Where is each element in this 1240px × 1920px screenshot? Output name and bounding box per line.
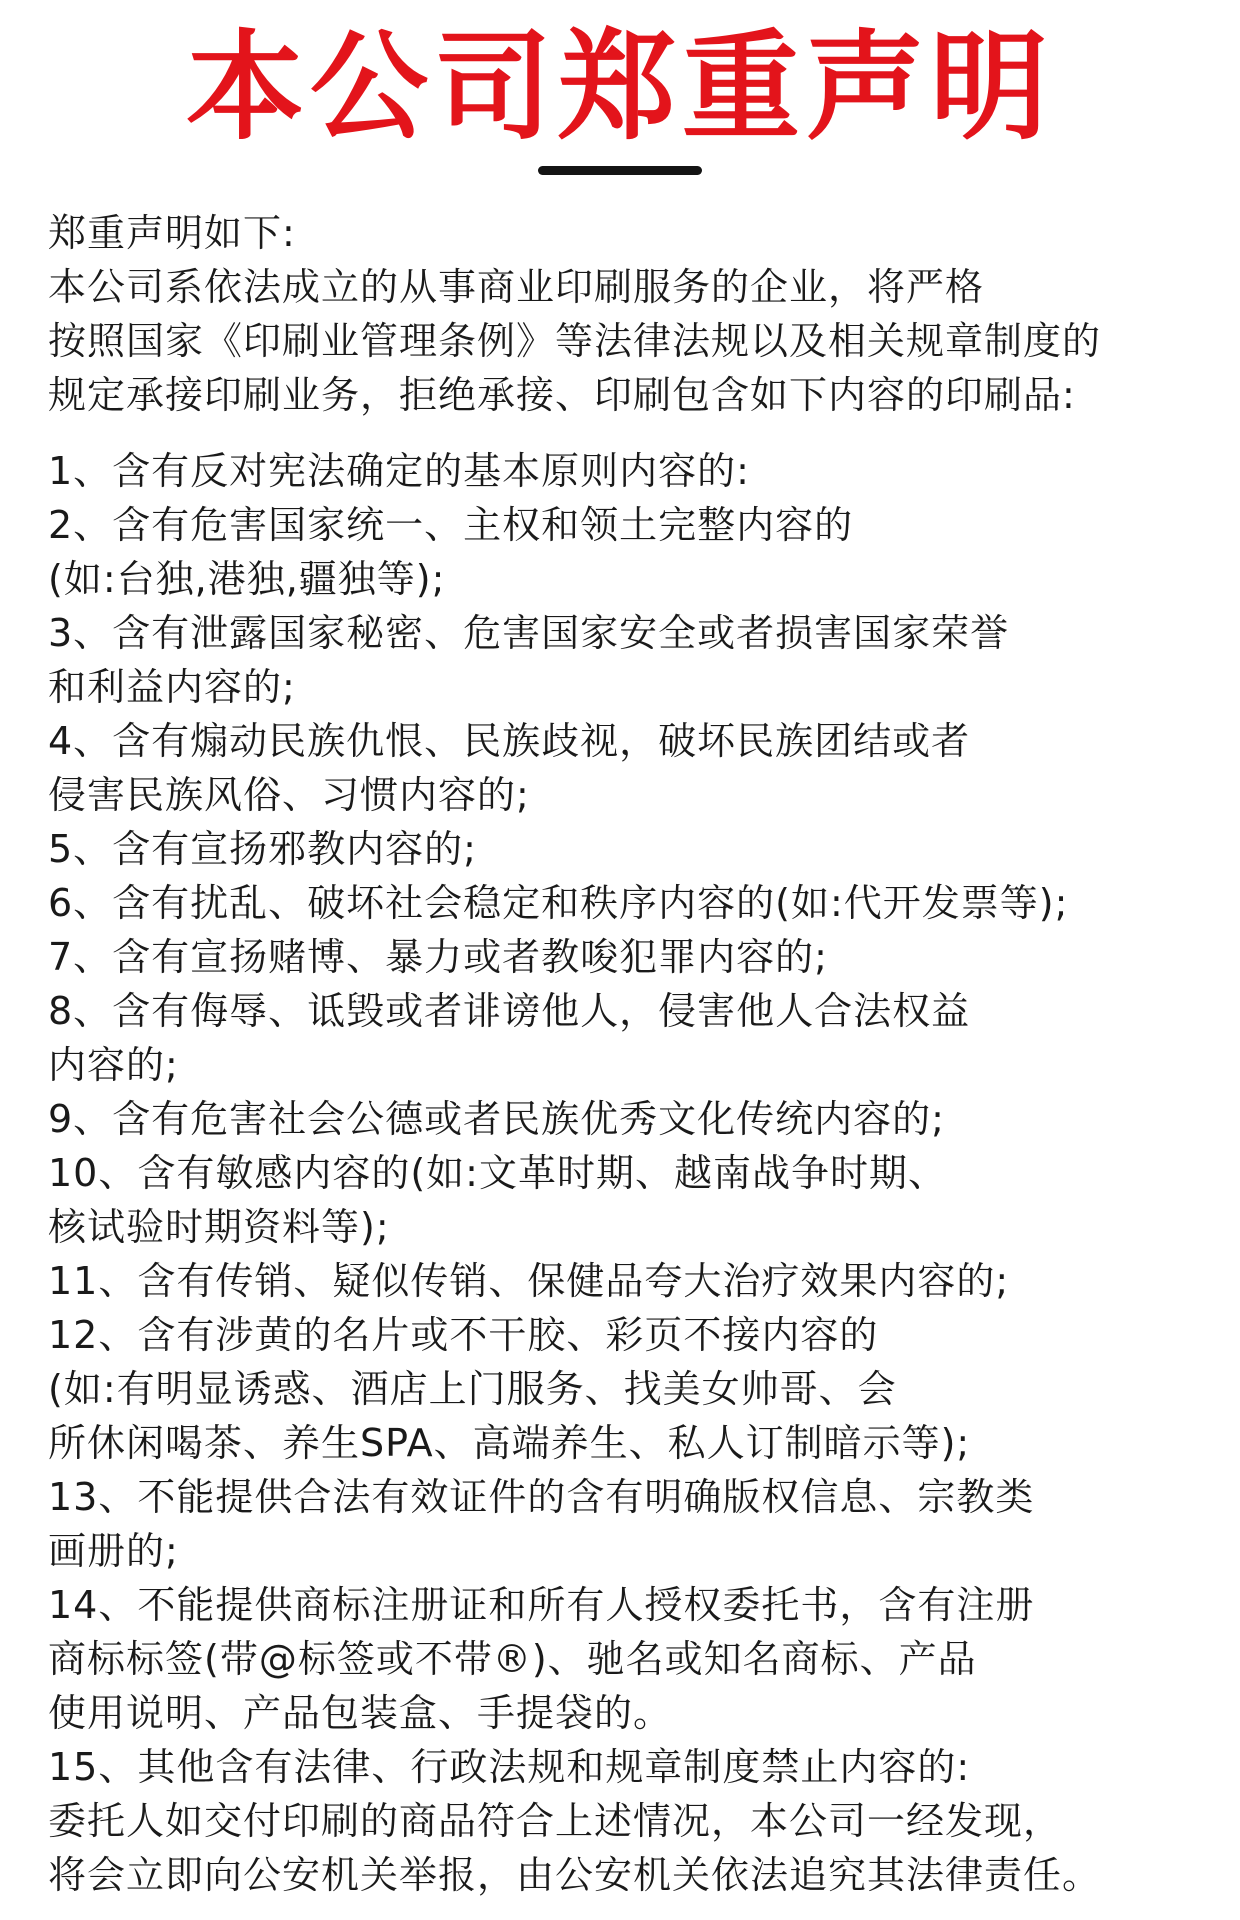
list-item: 14、不能提供商标注册证和所有人授权委托书，含有注册 — [48, 1583, 1035, 1627]
intro-line: 郑重声明如下: — [48, 211, 296, 255]
list-item: 委托人如交付印刷的商品符合上述情况，本公司一经发现， — [48, 1799, 1063, 1843]
list-item: 使用说明、产品包装盒、手提袋的。 — [48, 1691, 673, 1735]
list-item: 将会立即向公安机关举报，由公安机关依法追究其法律责任。 — [48, 1853, 1102, 1897]
list-item: (如:台独,港独,疆独等); — [48, 557, 446, 601]
list-item: 9、含有危害社会公德或者民族优秀文化传统内容的; — [48, 1097, 945, 1141]
list-item: 11、含有传销、疑似传销、保健品夸大治疗效果内容的; — [48, 1259, 1010, 1303]
list-item: 6、含有扰乱、破坏社会稳定和秩序内容的(如:代开发票等); — [48, 881, 1069, 925]
list-item: 13、不能提供合法有效证件的含有明确版权信息、宗教类 — [48, 1475, 1035, 1519]
list-item: (如:有明显诱惑、酒店上门服务、找美女帅哥、会 — [48, 1367, 897, 1411]
declaration-body — [48, 206, 1228, 1902]
list-item: 2、含有危害国家统一、主权和领土完整内容的 — [48, 503, 854, 547]
intro-line: 按照国家《印刷业管理条例》等法律法规以及相关规章制度的 — [48, 319, 1102, 363]
list-item: 8、含有侮辱、诋毁或者诽谤他人，侵害他人合法权益 — [48, 989, 971, 1033]
page-title: 本公司郑重声明 — [185, 18, 1054, 156]
list-item: 3、含有泄露国家秘密、危害国家安全或者损害国家荣誉 — [48, 611, 1010, 655]
list-item: 和利益内容的; — [48, 665, 296, 709]
list-item: 1、含有反对宪法确定的基本原则内容的: — [48, 449, 750, 493]
list-item: 5、含有宣扬邪教内容的; — [48, 827, 477, 871]
list-item: 15、其他含有法律、行政法规和规章制度禁止内容的: — [48, 1745, 971, 1789]
list-item: 7、含有宣扬赌博、暴力或者教唆犯罪内容的; — [48, 935, 828, 979]
list-item: 所休闲喝茶、养生SPA、高端养生、私人订制暗示等); — [48, 1421, 971, 1465]
list-item: 4、含有煽动民族仇恨、民族歧视，破坏民族团结或者 — [48, 719, 971, 763]
list-item: 侵害民族风俗、习惯内容的; — [48, 773, 530, 817]
list-item: 内容的; — [48, 1043, 179, 1087]
list-item: 12、含有涉黄的名片或不干胶、彩页不接内容的 — [48, 1313, 879, 1357]
paragraph-gap — [48, 422, 1228, 444]
intro-line: 本公司系依法成立的从事商业印刷服务的企业，将严格 — [48, 265, 985, 309]
list-item: 核试验时期资料等); — [48, 1205, 390, 1249]
title-divider — [538, 166, 702, 175]
intro-line: 规定承接印刷业务，拒绝承接、印刷包含如下内容的印刷品: — [48, 373, 1076, 417]
list-item: 商标标签(带@标签或不带®)、驰名或知名商标、产品 — [48, 1637, 977, 1681]
list-item: 10、含有敏感内容的(如:文革时期、越南战争时期、 — [48, 1151, 947, 1195]
list-item: 画册的; — [48, 1529, 179, 1573]
